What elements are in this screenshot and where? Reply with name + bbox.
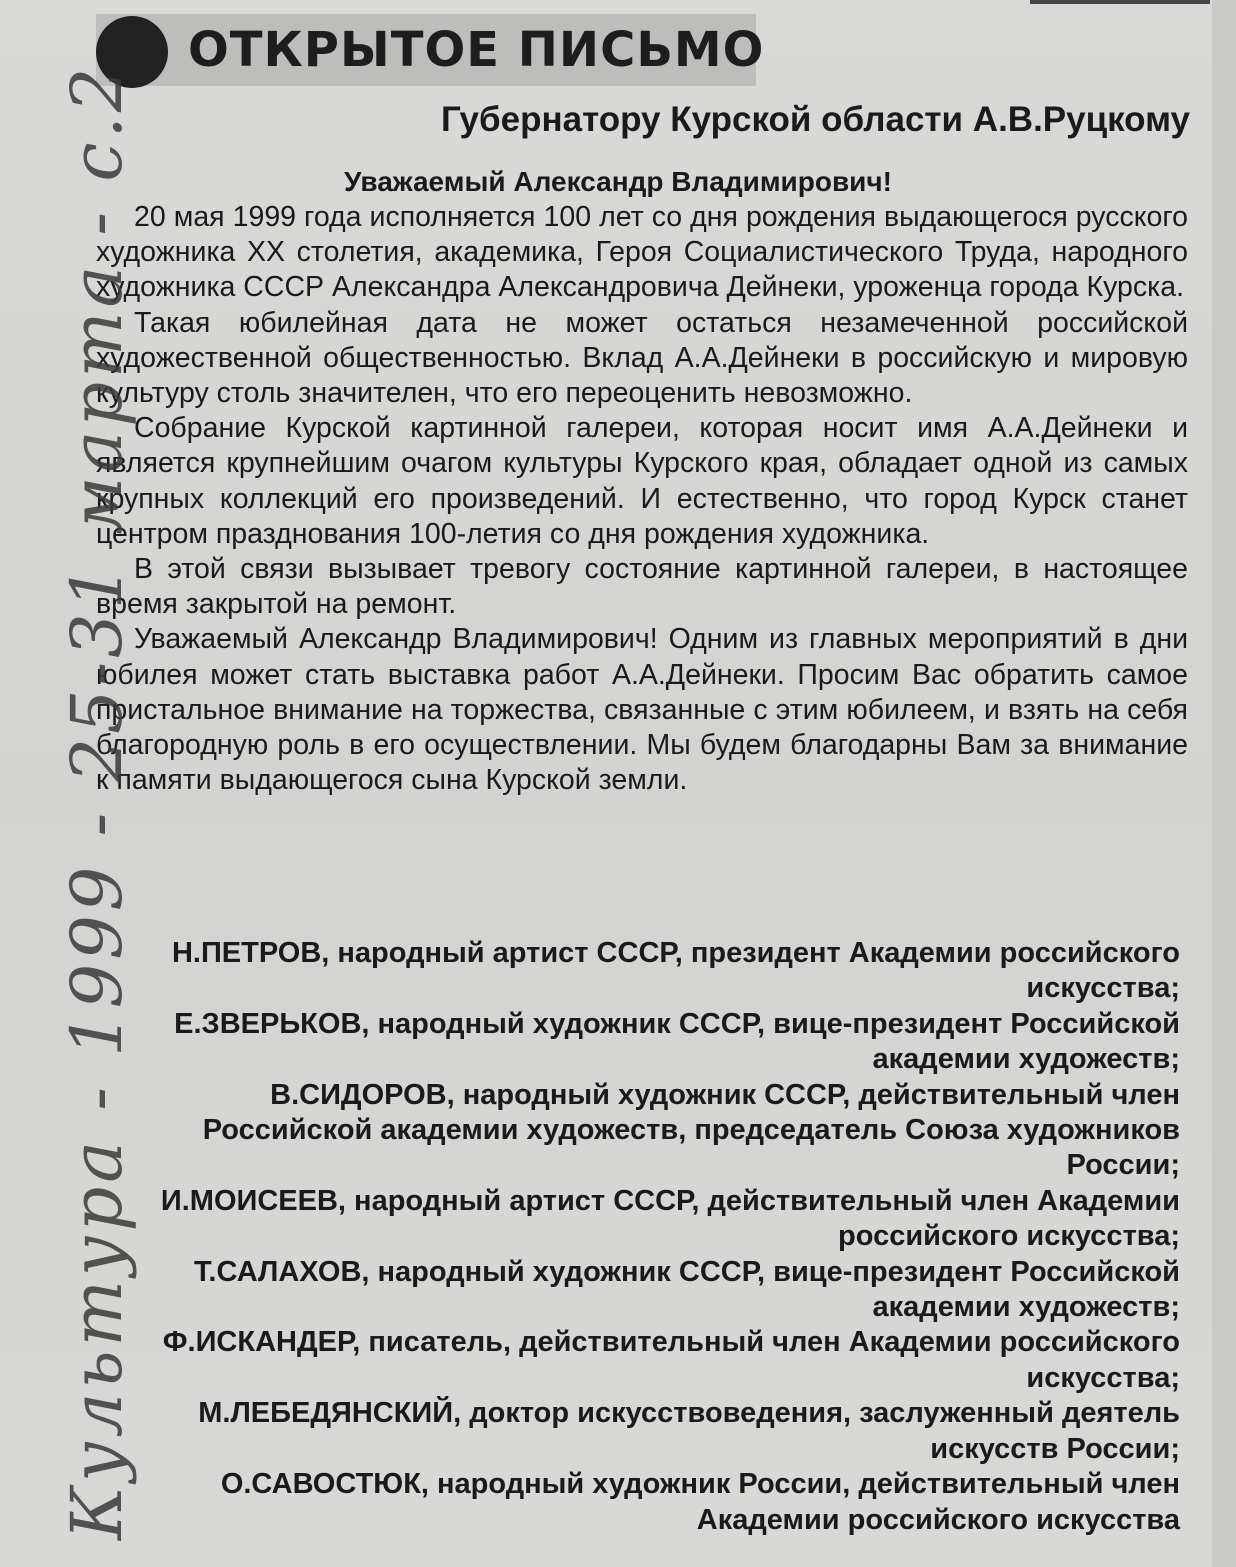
signature-list xyxy=(150,936,1180,1538)
letter-body xyxy=(96,200,1188,798)
signature: В.СИДОРОВ, народный художник СССР, действительный член Российской академии художеств, председатель Союза художников России; xyxy=(202,1078,1180,1182)
signature: М.ЛЕБЕДЯНСКИЙ, доктор искусствоведения, заслуженный деятель искусств России; xyxy=(198,1397,1180,1465)
signature: И.МОИСЕЕВ, народный артист СССР, действительный член Академии российского искусства; xyxy=(160,1184,1180,1253)
signature: О.САВОСТЮК, народный художник России, действительный член Академии российского искусства xyxy=(220,1468,1180,1536)
signature: Т.САЛАХОВ, народный художник СССР, вице-президент Российской академии художеств; xyxy=(193,1255,1180,1324)
paragraph: Собрание Курской картинной галереи, которая носит имя А.А.Дейнеки и является крупнейшим очагом культуры Курского края, обладает одной из самых крупных коллекций его произведений. И естественно, что город Курск станет центром празднования 100-летия со дня рождения художника. xyxy=(96,412,1188,550)
paragraph: 20 мая 1999 года исполняется 100 лет со дня рождения выдающегося русского художника XX столетия, академика, Героя Социалистического Труда, народного художника СССР Александра Александровича Дейнеки, уроженца города Курска. xyxy=(96,201,1188,304)
signature: Е.ЗВЕРЬКОВ, народный художник СССР, вице-президент Российской академии художеств; xyxy=(174,1007,1180,1076)
paragraph: В этой связи вызывает тревогу состояние картинной галереи, в настоящее время закрытой на ремонт. xyxy=(96,553,1188,621)
signature: Ф.ИСКАНДЕР, писатель, действительный член Академии российского искусства; xyxy=(162,1326,1180,1394)
page-edge xyxy=(1212,0,1236,1567)
signature: Н.ПЕТРОВ, народный артист СССР, президент Академии российского искусства; xyxy=(171,937,1180,1005)
rubric-title: ОТКРЫТОЕ ПИСЬМО xyxy=(188,22,765,78)
addressee-heading: Губернатору Курской области А.В.Руцкому xyxy=(441,100,1190,139)
paragraph: Такая юбилейная дата не может остаться незамеченной российской художественной общественностью. Вклад А.А.Дейнеки в российскую и мировую культуру столь значителен, что его переоценить невозможно. xyxy=(96,306,1188,410)
handwritten-annotation: Культура - 1999 - 25-31 марта - с.2 xyxy=(56,63,138,1540)
salutation: Уважаемый Александр Владимирович! xyxy=(344,166,892,197)
paragraph: Уважаемый Александр Владимирович! Одним из главных мероприятий в дни юбилея может стать выставка работ А.А.Дейнеки. Просим Вас обратить самое пристальное внимание на торжества, связанные с этим юбилеем, и взять на себя благородную роль в его осуществлении. Мы будем благодарны Вам за внимание к памяти выдающегося сына Курской земли. xyxy=(96,623,1188,797)
top-rule xyxy=(1030,0,1210,4)
